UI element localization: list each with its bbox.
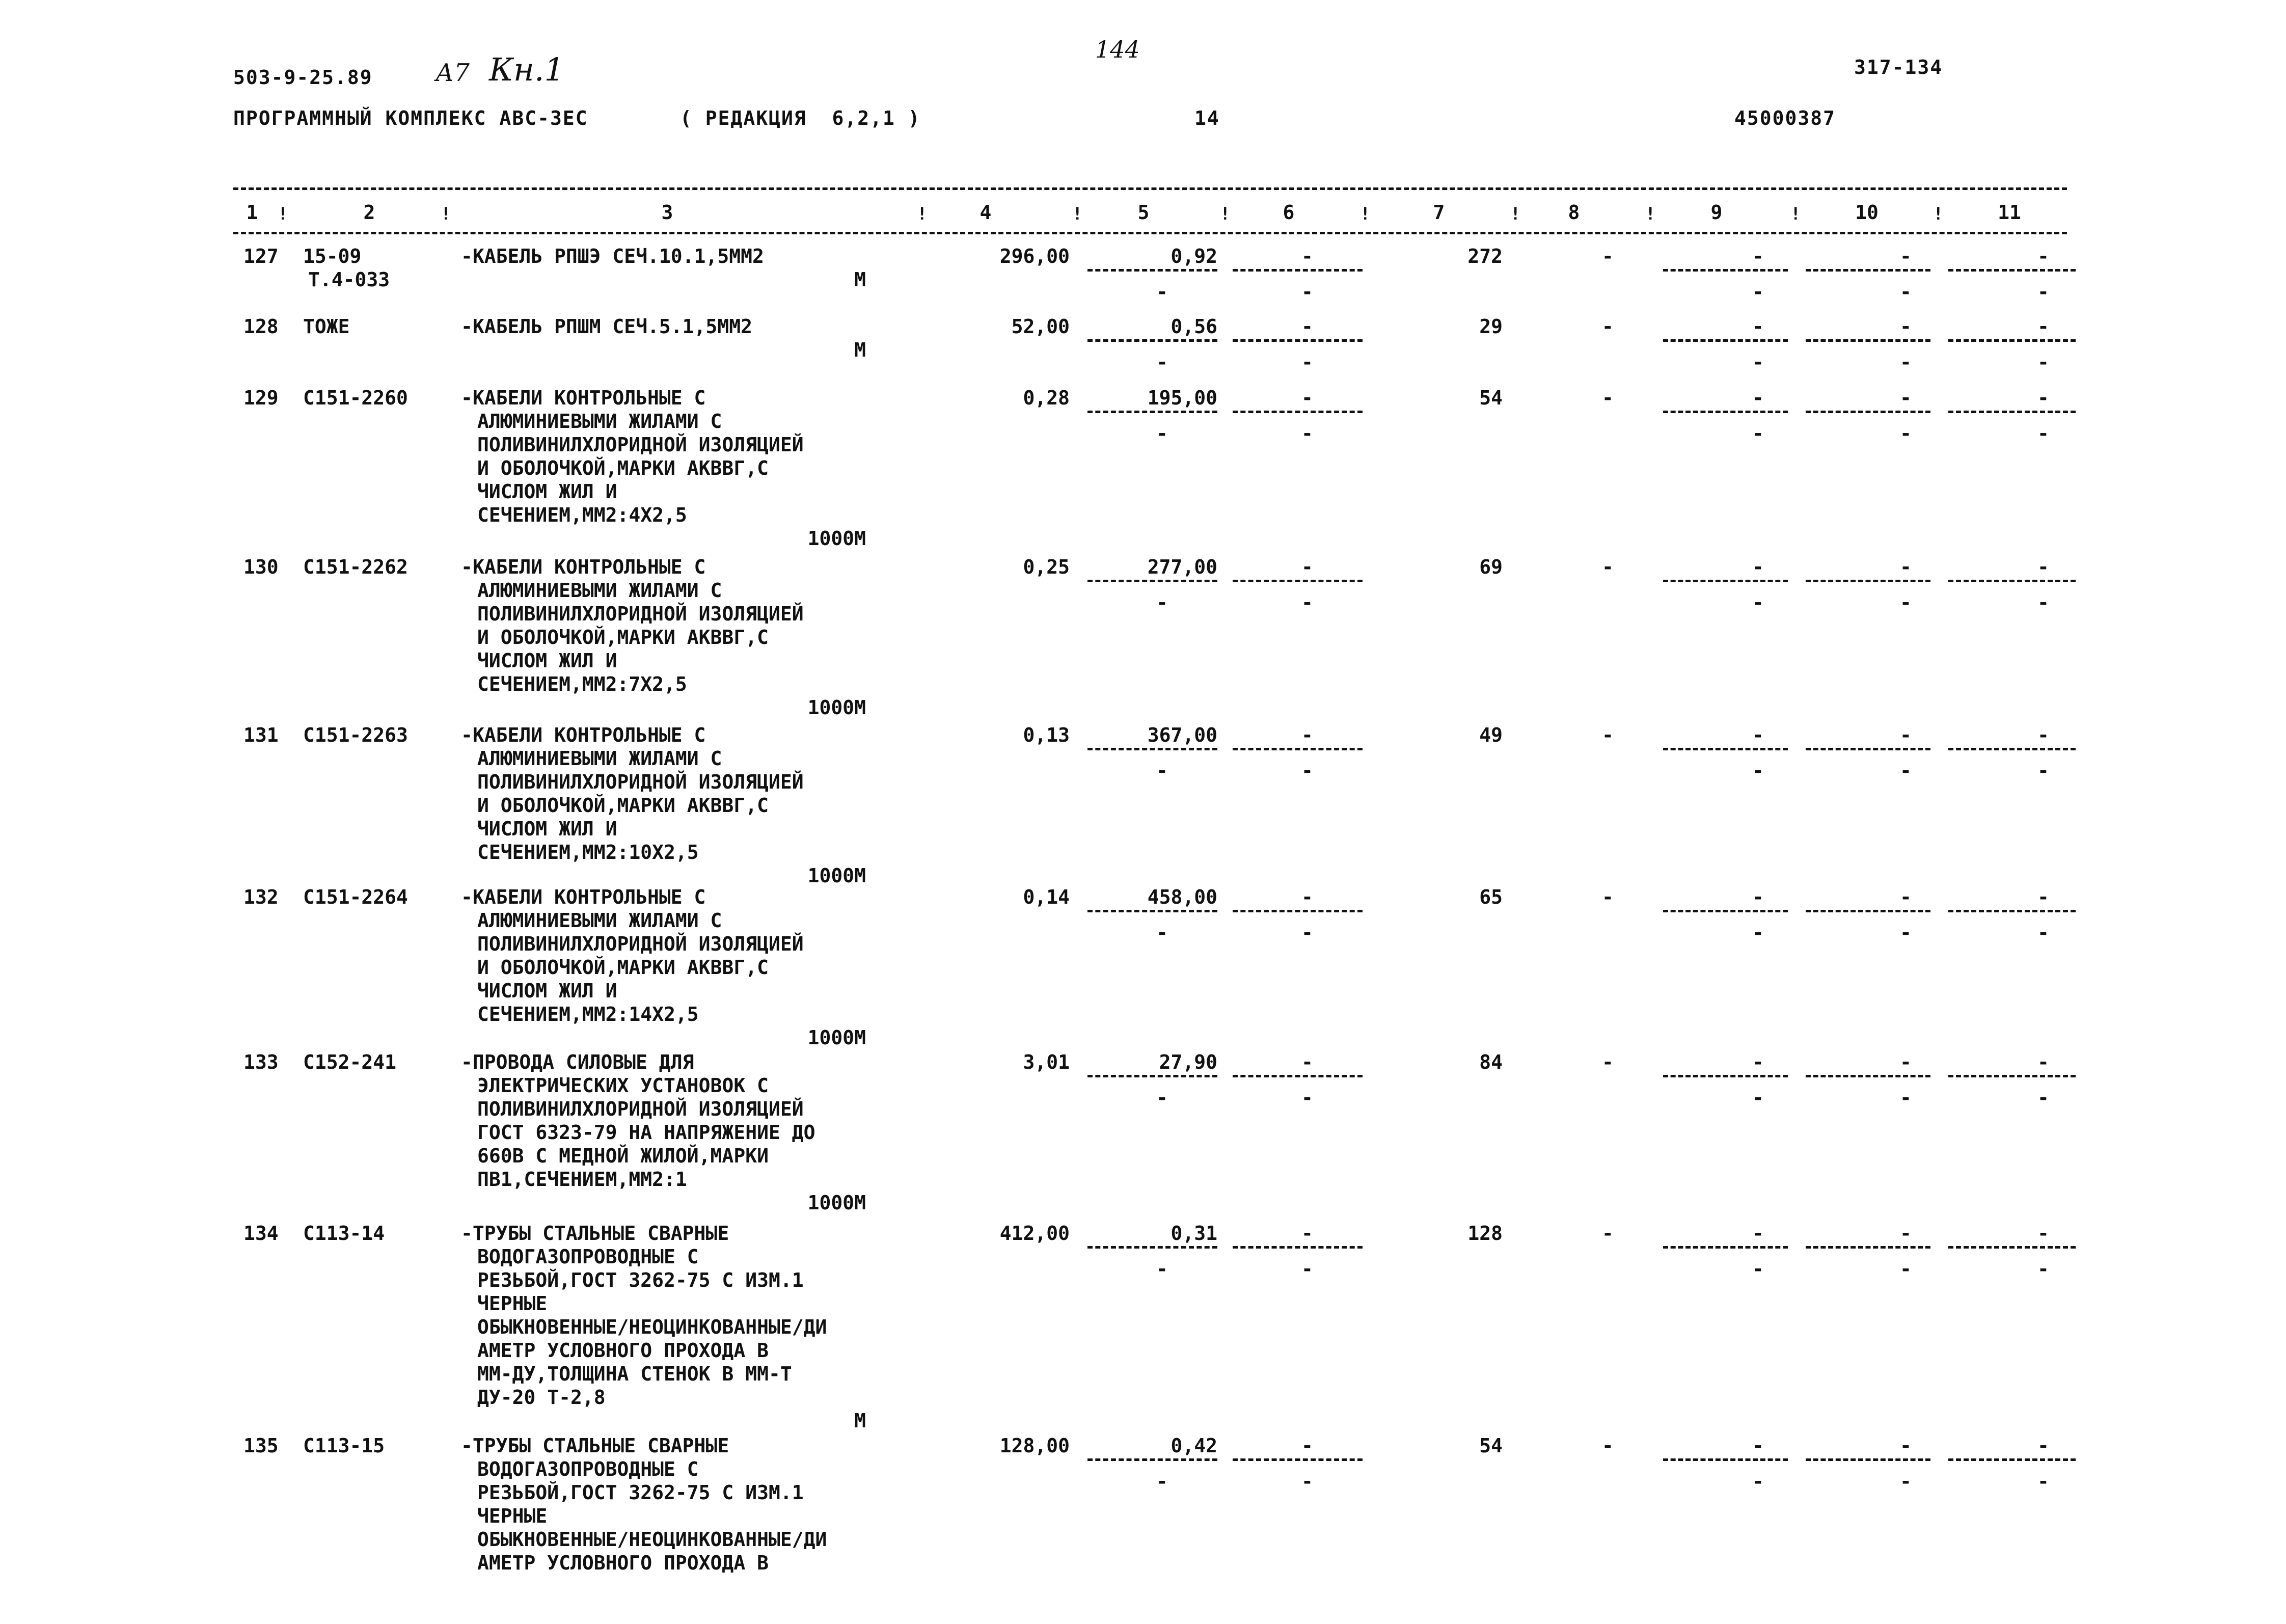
album-mark: А7 [436, 59, 470, 87]
row-number: 128 [243, 315, 279, 338]
column-header-8: 8 [1568, 201, 1580, 224]
column-header-4: 4 [979, 201, 992, 224]
row-total: 29 [1479, 315, 1503, 338]
row-empty-value: - [1156, 591, 1168, 614]
row-quantity: 3,01 [1023, 1051, 1070, 1073]
row-empty-value: - [1156, 351, 1168, 373]
row-description-line: -КАБЕЛИ КОНТРОЛЬНЫЕ С [461, 886, 706, 908]
row-subtotal-rule [1663, 1246, 1788, 1249]
row-subtotal-rule [1087, 1458, 1217, 1461]
row-empty-value: - [2037, 1051, 2049, 1073]
row-number: 129 [243, 387, 279, 409]
row-subtotal-rule [1948, 748, 2076, 750]
row-col8: - [1602, 1051, 1614, 1073]
doc-right-code: 317-134 [1854, 56, 1943, 78]
column-header-9: 9 [1710, 201, 1723, 224]
row-col6: - [1301, 315, 1313, 338]
row-description-line: ПОЛИВИНИЛХЛОРИДНОЙ ИЗОЛЯЦИЕЙ [477, 771, 804, 793]
row-unit-price: 277,00 [1147, 556, 1217, 578]
row-unit-price: 0,42 [1171, 1434, 1217, 1457]
row-code-line: С151-2264 [303, 886, 408, 908]
row-description-line: И ОБОЛОЧКОЙ,МАРКИ АКВВГ,С [477, 457, 769, 479]
row-empty-value: - [2037, 1087, 2049, 1109]
row-description-line: ЧИСЛОМ ЖИЛ И [477, 480, 617, 503]
table-top-rule [233, 187, 2067, 190]
row-number: 132 [243, 886, 279, 908]
row-description-line: ПВ1,СЕЧЕНИЕМ,ММ2:1 [477, 1168, 687, 1190]
row-empty-value: - [1752, 922, 1764, 944]
row-empty-value: - [1900, 351, 1912, 373]
row-empty-value: - [1900, 724, 1912, 746]
row-subtotal-rule [1806, 411, 1930, 413]
row-empty-value: - [2037, 922, 2049, 944]
row-unit: 1000М [807, 1026, 866, 1049]
row-code [303, 723, 408, 747]
row-code [303, 245, 390, 291]
row-description [461, 1222, 827, 1409]
row-col8: - [1602, 886, 1614, 908]
row-description-line: ПОЛИВИНИЛХЛОРИДНОЙ ИЗОЛЯЦИЕЙ [477, 603, 804, 625]
row-description-line: РЕЗЬБОЙ,ГОСТ 3262-75 С ИЗМ.1 [477, 1269, 804, 1291]
row-empty-value: - [1156, 1470, 1168, 1493]
row-description-line: СЕЧЕНИЕМ,ММ2:7Х2,5 [477, 673, 687, 695]
row-code [303, 555, 408, 579]
row-total: 49 [1479, 724, 1503, 746]
row-subtotal-rule [1948, 1458, 2076, 1461]
row-empty-value: - [1301, 1258, 1313, 1280]
row-description-line: ГОСТ 6323-79 НА НАПРЯЖЕНИЕ ДО [477, 1121, 815, 1144]
row-description [461, 885, 804, 1026]
row-empty-value: - [2037, 724, 2049, 746]
row-subtotal-rule [1663, 411, 1788, 413]
row-code-line: С151-2260 [303, 387, 408, 409]
row-empty-value: - [1752, 556, 1764, 578]
column-header-1: 1 [246, 201, 258, 224]
row-empty-value: - [1900, 387, 1912, 409]
row-subtotal-rule [1806, 339, 1930, 342]
edition: ( РЕДАКЦИЯ 6,2,1 ) [680, 107, 921, 129]
row-col8: - [1602, 245, 1614, 267]
row-empty-value: - [1301, 1470, 1313, 1493]
row-total: 272 [1467, 245, 1503, 267]
row-description-line: СЕЧЕНИЕМ,ММ2:14Х2,5 [477, 1003, 699, 1025]
row-description-line: 660В С МЕДНОЙ ЖИЛОЙ,МАРКИ [477, 1145, 769, 1167]
row-unit-price: 0,56 [1171, 315, 1217, 338]
row-empty-value: - [2037, 1470, 2049, 1493]
row-description-line: -ТРУБЫ СТАЛЬНЫЕ СВАРНЫЕ [461, 1434, 729, 1457]
row-description-line: ВОДОГАЗОПРОВОДНЫЕ С [477, 1458, 699, 1480]
row-subtotal-rule [1233, 339, 1363, 342]
row-empty-value: - [1156, 422, 1168, 445]
column-separator: ! [917, 204, 928, 224]
row-quantity: 0,14 [1023, 886, 1070, 908]
row-col6: - [1301, 387, 1313, 409]
row-description-line: -КАБЕЛИ КОНТРОЛЬНЫЕ С [461, 387, 706, 409]
row-empty-value: - [1900, 1087, 1912, 1109]
doc-id: 45000387 [1734, 107, 1836, 129]
row-empty-value: - [1752, 1470, 1764, 1493]
row-code [303, 885, 408, 909]
row-empty-value: - [1301, 922, 1313, 944]
row-empty-value: - [1752, 1087, 1764, 1109]
row-subtotal-rule [1663, 339, 1788, 342]
row-col8: - [1602, 724, 1614, 746]
row-description-line: ДУ-20 Т-2,8 [477, 1386, 606, 1409]
row-empty-value: - [2037, 387, 2049, 409]
row-empty-value: - [1900, 315, 1912, 338]
row-description-line: -КАБЕЛЬ РПШЭ СЕЧ.10.1,5ММ2 [461, 245, 764, 267]
row-subtotal-rule [1233, 1246, 1363, 1249]
row-empty-value: - [1900, 1470, 1912, 1493]
row-empty-value: - [1752, 315, 1764, 338]
row-empty-value: - [1900, 760, 1912, 782]
row-col8: - [1602, 556, 1614, 578]
row-subtotal-rule [1087, 339, 1217, 342]
row-subtotal-rule [1087, 411, 1217, 413]
row-code-line: С151-2262 [303, 556, 408, 578]
row-description-line: АЛЮМИНИЕВЫМИ ЖИЛАМИ С [477, 909, 722, 932]
column-separator: ! [1790, 204, 1801, 224]
row-code [303, 1434, 385, 1457]
row-subtotal-rule [1948, 580, 2076, 582]
doc-code: 503-9-25.89 [233, 66, 373, 89]
column-separator: ! [1933, 204, 1944, 224]
row-subtotal-rule [1948, 339, 2076, 342]
row-total: 54 [1479, 387, 1503, 409]
row-description-line: ОБЫКНОВЕННЫЕ/НЕОЦИНКОВАННЫЕ/ДИ [477, 1528, 827, 1551]
column-separator: ! [1072, 204, 1083, 224]
row-description-line: И ОБОЛОЧКОЙ,МАРКИ АКВВГ,С [477, 626, 769, 648]
row-description [461, 1434, 827, 1575]
column-separator: ! [1360, 204, 1371, 224]
row-description [461, 315, 752, 338]
row-empty-value: - [1752, 760, 1764, 782]
row-subtotal-rule [1663, 910, 1788, 912]
column-separator: ! [1510, 204, 1521, 224]
row-description-line: И ОБОЛОЧКОЙ,МАРКИ АКВВГ,С [477, 794, 769, 817]
row-description [461, 723, 804, 864]
row-col6: - [1301, 1051, 1313, 1073]
row-subtotal-rule [1233, 748, 1363, 750]
row-empty-value: - [1752, 591, 1764, 614]
row-code-line: ТОЖЕ [303, 315, 350, 338]
row-col8: - [1602, 387, 1614, 409]
row-number: 130 [243, 556, 279, 578]
row-quantity: 52,00 [1011, 315, 1070, 338]
column-header-3: 3 [661, 201, 673, 224]
row-empty-value: - [1900, 1222, 1912, 1244]
program-name: ПРОГРАММНЫЙ КОМПЛЕКС АВС-3ЕС [233, 107, 588, 129]
row-subtotal-rule [1663, 1458, 1788, 1461]
row-total: 69 [1479, 556, 1503, 578]
row-empty-value: - [1752, 281, 1764, 303]
row-subtotal-rule [1663, 1075, 1788, 1077]
row-empty-value: - [2037, 281, 2049, 303]
row-col6: - [1301, 245, 1313, 267]
row-description-line: -КАБЕЛЬ РПШМ СЕЧ.5.1,5ММ2 [461, 315, 752, 338]
column-header-2: 2 [363, 201, 375, 224]
page-number: 14 [1194, 107, 1220, 129]
row-unit-price: 0,31 [1171, 1222, 1217, 1244]
row-empty-value: - [1900, 556, 1912, 578]
row-description-line: ПОЛИВИНИЛХЛОРИДНОЙ ИЗОЛЯЦИЕЙ [477, 434, 804, 456]
row-description [461, 386, 804, 527]
column-header-6: 6 [1283, 201, 1295, 224]
row-empty-value: - [1752, 387, 1764, 409]
row-subtotal-rule [1233, 411, 1363, 413]
row-unit: 1000М [807, 864, 866, 887]
row-unit-price: 0,92 [1171, 245, 1217, 267]
row-number: 133 [243, 1051, 279, 1073]
row-subtotal-rule [1806, 1246, 1930, 1249]
row-quantity: 412,00 [999, 1222, 1070, 1244]
row-code [303, 386, 408, 410]
row-empty-value: - [2037, 886, 2049, 908]
row-number: 131 [243, 724, 279, 746]
row-empty-value: - [2037, 591, 2049, 614]
row-unit-price: 458,00 [1147, 886, 1217, 908]
row-empty-value: - [1156, 281, 1168, 303]
row-empty-value: - [1301, 351, 1313, 373]
row-subtotal-rule [1806, 269, 1930, 272]
row-empty-value: - [2037, 422, 2049, 445]
row-empty-value: - [1752, 422, 1764, 445]
row-subtotal-rule [1087, 748, 1217, 750]
row-subtotal-rule [1806, 748, 1930, 750]
row-empty-value: - [1156, 1087, 1168, 1109]
row-code-line: С113-14 [303, 1222, 385, 1244]
row-quantity: 0,25 [1023, 556, 1070, 578]
row-subtotal-rule [1663, 748, 1788, 750]
row-subtotal-rule [1087, 580, 1217, 582]
row-unit: М [854, 268, 866, 291]
row-empty-value: - [1752, 724, 1764, 746]
row-subtotal-rule [1233, 910, 1363, 912]
row-description-line: ЧИСЛОМ ЖИЛ И [477, 818, 617, 840]
row-description-line: ЧИСЛОМ ЖИЛ И [477, 980, 617, 1002]
row-description-line: АМЕТР УСЛОВНОГО ПРОХОДА В [477, 1339, 769, 1362]
row-empty-value: - [1752, 245, 1764, 267]
row-empty-value: - [2037, 1222, 2049, 1244]
row-description-line: ЧЕРНЫЕ [477, 1505, 548, 1527]
row-subtotal-rule [1948, 1075, 2076, 1077]
row-empty-value: - [2037, 760, 2049, 782]
row-empty-value: - [2037, 351, 2049, 373]
row-description-line: -КАБЕЛИ КОНТРОЛЬНЫЕ С [461, 556, 706, 578]
row-empty-value: - [1301, 281, 1313, 303]
row-quantity: 0,28 [1023, 387, 1070, 409]
row-empty-value: - [1752, 1258, 1764, 1280]
row-unit: 1000М [807, 696, 866, 719]
row-code-line: Т.4-033 [308, 268, 390, 291]
column-separator: ! [1220, 204, 1231, 224]
row-empty-value: - [1900, 922, 1912, 944]
row-subtotal-rule [1087, 910, 1217, 912]
row-unit: 1000М [807, 527, 866, 550]
row-empty-value: - [1752, 1434, 1764, 1457]
row-description [461, 555, 804, 696]
column-separator: ! [278, 204, 288, 224]
row-unit: 1000М [807, 1192, 866, 1214]
row-subtotal-rule [1806, 910, 1930, 912]
row-description [461, 1050, 815, 1191]
row-description-line: СЕЧЕНИЕМ,ММ2:10Х2,5 [477, 841, 699, 863]
row-empty-value: - [2037, 315, 2049, 338]
row-col8: - [1602, 1222, 1614, 1244]
row-description-line: ЭЛЕКТРИЧЕСКИХ УСТАНОВОК С [477, 1074, 769, 1097]
row-number: 134 [243, 1222, 279, 1244]
row-description-line: СЕЧЕНИЕМ,ММ2:4Х2,5 [477, 504, 687, 526]
row-quantity: 296,00 [999, 245, 1070, 267]
row-empty-value: - [1156, 922, 1168, 944]
row-empty-value: - [1900, 1434, 1912, 1457]
row-quantity: 128,00 [999, 1434, 1070, 1457]
column-header-5: 5 [1137, 201, 1150, 224]
column-separator: ! [1645, 204, 1656, 224]
row-code-line: С151-2263 [303, 724, 408, 746]
row-description-line: ПОЛИВИНИЛХЛОРИДНОЙ ИЗОЛЯЦИЕЙ [477, 1098, 804, 1120]
row-description [461, 245, 764, 268]
row-col6: - [1301, 724, 1313, 746]
row-description-line: АЛЮМИНИЕВЫМИ ЖИЛАМИ С [477, 410, 722, 432]
sheet-mark: 144 [1095, 36, 1140, 63]
row-empty-value: - [1900, 245, 1912, 267]
row-subtotal-rule [1087, 269, 1217, 272]
row-subtotal-rule [1948, 1246, 2076, 1249]
row-subtotal-rule [1233, 269, 1363, 272]
row-number: 127 [243, 245, 279, 267]
row-col8: - [1602, 1434, 1614, 1457]
row-subtotal-rule [1087, 1075, 1217, 1077]
row-description-line: -КАБЕЛИ КОНТРОЛЬНЫЕ С [461, 724, 706, 746]
row-subtotal-rule [1233, 1458, 1363, 1461]
row-description-line: -ТРУБЫ СТАЛЬНЫЕ СВАРНЫЕ [461, 1222, 729, 1244]
row-description-line: И ОБОЛОЧКОЙ,МАРКИ АКВВГ,С [477, 956, 769, 979]
row-code [303, 315, 350, 338]
row-unit: М [854, 339, 866, 361]
row-description-line: -ПРОВОДА СИЛОВЫЕ ДЛЯ [461, 1051, 694, 1073]
row-description-line: ВОДОГАЗОПРОВОДНЫЕ С [477, 1246, 699, 1268]
row-total: 84 [1479, 1051, 1503, 1073]
book-mark: Кн.1 [489, 51, 564, 88]
row-number: 135 [243, 1434, 279, 1457]
row-col6: - [1301, 1222, 1313, 1244]
row-empty-value: - [1900, 591, 1912, 614]
row-description-line: РЕЗЬБОЙ,ГОСТ 3262-75 С ИЗМ.1 [477, 1481, 804, 1504]
row-empty-value: - [1900, 422, 1912, 445]
row-total: 54 [1479, 1434, 1503, 1457]
row-empty-value: - [2037, 1258, 2049, 1280]
row-empty-value: - [1752, 1051, 1764, 1073]
row-description-line: ПОЛИВИНИЛХЛОРИДНОЙ ИЗОЛЯЦИЕЙ [477, 933, 804, 955]
row-subtotal-rule [1948, 910, 2076, 912]
row-description-line: ОБЫКНОВЕННЫЕ/НЕОЦИНКОВАННЫЕ/ДИ [477, 1316, 827, 1338]
row-unit-price: 367,00 [1147, 724, 1217, 746]
column-header-7: 7 [1433, 201, 1445, 224]
row-col6: - [1301, 556, 1313, 578]
column-header-10: 10 [1855, 201, 1879, 224]
row-col6: - [1301, 886, 1313, 908]
row-empty-value: - [1301, 422, 1313, 445]
row-code-line: 15-09 [303, 245, 362, 267]
row-empty-value: - [1752, 351, 1764, 373]
column-header-11: 11 [1998, 201, 2021, 224]
row-empty-value: - [1301, 1087, 1313, 1109]
row-subtotal-rule [1663, 580, 1788, 582]
row-empty-value: - [1752, 886, 1764, 908]
row-col6: - [1301, 1434, 1313, 1457]
row-empty-value: - [1156, 760, 1168, 782]
row-code-line: С152-241 [303, 1051, 397, 1073]
row-empty-value: - [1301, 760, 1313, 782]
row-unit-price: 27,90 [1159, 1051, 1217, 1073]
row-empty-value: - [2037, 1434, 2049, 1457]
row-description-line: АЛЮМИНИЕВЫМИ ЖИЛАМИ С [477, 579, 722, 602]
row-empty-value: - [1900, 1051, 1912, 1073]
row-description-line: АМЕТР УСЛОВНОГО ПРОХОДА В [477, 1552, 769, 1574]
row-subtotal-rule [1663, 269, 1788, 272]
row-col8: - [1602, 315, 1614, 338]
row-code [303, 1050, 396, 1074]
table-header-rule [233, 232, 2067, 234]
row-code [303, 1222, 385, 1245]
row-subtotal-rule [1233, 1075, 1363, 1077]
row-unit: М [854, 1410, 866, 1432]
row-subtotal-rule [1806, 580, 1930, 582]
row-empty-value: - [1900, 886, 1912, 908]
row-empty-value: - [2037, 245, 2049, 267]
row-description-line: ЧЕРНЫЕ [477, 1292, 548, 1315]
row-empty-value: - [1900, 281, 1912, 303]
row-empty-value: - [2037, 556, 2049, 578]
row-subtotal-rule [1087, 1246, 1217, 1249]
row-description-line: ЧИСЛОМ ЖИЛ И [477, 649, 617, 672]
row-subtotal-rule [1233, 580, 1363, 582]
row-subtotal-rule [1806, 1458, 1930, 1461]
row-empty-value: - [1156, 1258, 1168, 1280]
row-subtotal-rule [1806, 1075, 1930, 1077]
row-description-line: АЛЮМИНИЕВЫМИ ЖИЛАМИ С [477, 747, 722, 770]
row-total: 65 [1479, 886, 1503, 908]
row-subtotal-rule [1948, 411, 2076, 413]
row-code-line: С113-15 [303, 1434, 385, 1457]
row-unit-price: 195,00 [1147, 387, 1217, 409]
row-empty-value: - [1900, 1258, 1912, 1280]
row-empty-value: - [1301, 591, 1313, 614]
row-total: 128 [1467, 1222, 1503, 1244]
row-quantity: 0,13 [1023, 724, 1070, 746]
row-empty-value: - [1752, 1222, 1764, 1244]
row-description-line: ММ-ДУ,ТОЛЩИНА СТЕНОК В ММ-Т [477, 1363, 792, 1385]
row-subtotal-rule [1948, 269, 2076, 272]
column-separator: ! [441, 204, 451, 224]
